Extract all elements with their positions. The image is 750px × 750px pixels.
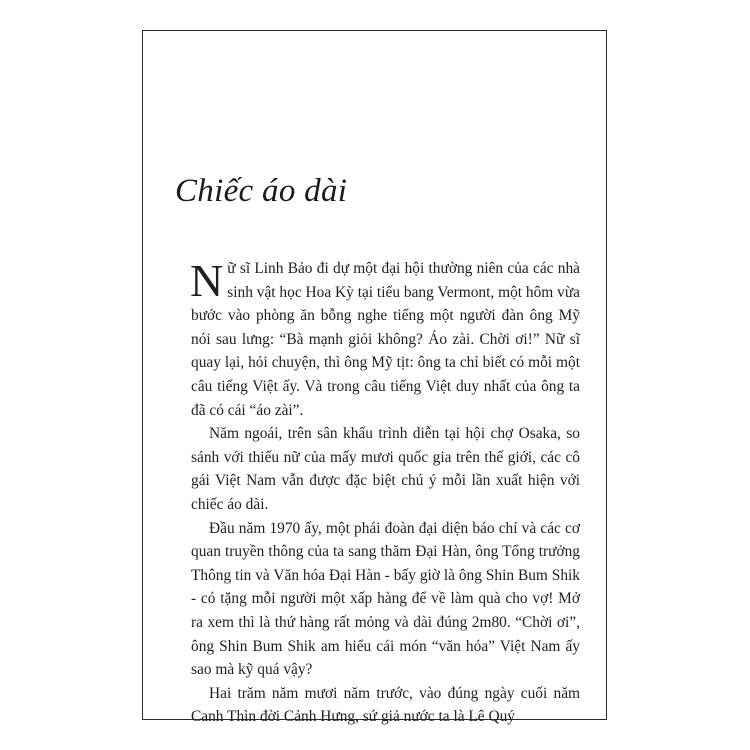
paragraph: Năm ngoái, trên sân khấu trình diễn tại hội chợ Osaka, so sánh với thiếu nữ của mấy mươi quốc gia trên thế giới, các cô gái Việt Nam vẫn được đặc biệt chú ý mỗi lần xuất hiện với chiếc áo dài.	[191, 425, 580, 513]
paragraph: Hai trăm năm mươi năm trước, vào đúng ngày cuối năm Canh Thìn đời Cảnh Hưng, sứ giả nước ta là Lê Quý	[191, 684, 580, 726]
paragraph-text: ữ sĩ Linh Bảo đi dự một đại hội thường niên của các nhà sinh vật học Hoa Kỳ tại tiểu bang Vermont, một hôm vừa bước vào phòng ăn bỗng nghe tiếng một người đàn ông Mỹ nói sau lưng: “Bà mạnh giỏi không? Áo zài. Chời ơi!” Nữ sĩ quay lại, hỏi chuyện, thì ông Mỹ tịt: ông ta chỉ biết có mỗi một câu tiếng Việt ấy. Và trong câu tiếng Việt duy nhất của ông ta đã có cái “áo zài”.	[191, 260, 580, 419]
chapter-body	[191, 257, 580, 729]
paragraph	[191, 257, 580, 422]
chapter-title: Chiếc áo dài	[175, 173, 348, 209]
book-page	[142, 30, 607, 726]
paragraph: Đầu năm 1970 ấy, một phái đoàn đại diện báo chí và các cơ quan truyền thông của ta sang thăm Đại Hàn, ông Tổng trưởng Thông tin và Văn hóa Đại Hàn - bấy giờ là ông Shin Bum Shik - có tặng mỗi người một xấp hàng để về làm quà cho vợ! Mở ra xem thì là thứ hàng rất mỏng và dài đúng 2m80. “Chời ơi”, ông Shin Bum Shik am hiểu cái món “văn hóa” Việt Nam ấy sao mà kỹ quá vậy?	[191, 519, 580, 679]
drop-cap: N	[190, 255, 224, 306]
